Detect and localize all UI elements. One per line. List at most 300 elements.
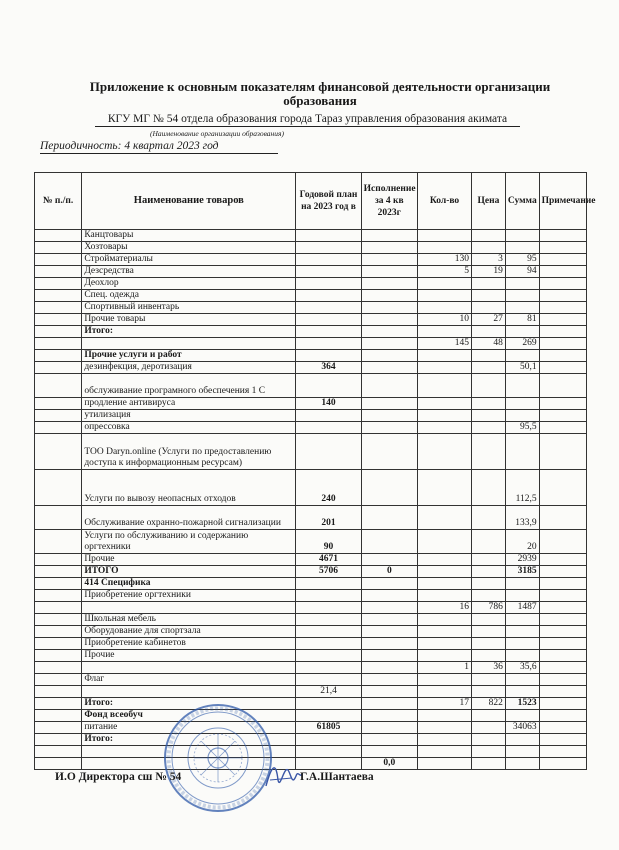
row-note-cell xyxy=(539,710,586,722)
table-row xyxy=(35,362,587,374)
row-quantity-cell xyxy=(417,758,471,770)
row-price-cell: 19 xyxy=(472,266,506,278)
table-row xyxy=(35,326,587,338)
row-quantity-cell xyxy=(417,302,471,314)
row-execution-cell xyxy=(361,650,417,662)
director-name: Г.А.Шантаева xyxy=(300,771,374,783)
row-name-cell: Приобретение оргтехники xyxy=(82,590,296,602)
row-sum-cell xyxy=(505,410,539,422)
row-note-cell xyxy=(539,470,586,506)
row-price-cell xyxy=(472,302,506,314)
row-execution-cell: 0 xyxy=(361,566,417,578)
row-plan-cell: 5706 xyxy=(296,566,361,578)
row-price-cell xyxy=(472,230,506,242)
row-name-cell: Прочие услуги и работ xyxy=(82,350,296,362)
table-row xyxy=(35,338,587,350)
row-number-cell xyxy=(35,530,82,554)
row-execution-cell xyxy=(361,242,417,254)
row-quantity-cell xyxy=(417,530,471,554)
row-plan-cell: 90 xyxy=(296,530,361,554)
table-row xyxy=(35,722,587,734)
row-number-cell xyxy=(35,314,82,326)
row-number-cell xyxy=(35,758,82,770)
table-row xyxy=(35,590,587,602)
signature xyxy=(262,756,304,796)
row-quantity-cell xyxy=(417,326,471,338)
row-note-cell xyxy=(539,758,586,770)
row-execution-cell xyxy=(361,350,417,362)
row-sum-cell: 2939 xyxy=(505,554,539,566)
row-sum-cell xyxy=(505,326,539,338)
document-title: Приложение к основным показателям финансовой деятельности организации образования xyxy=(89,79,551,108)
row-execution-cell xyxy=(361,254,417,266)
row-sum-cell xyxy=(505,434,539,470)
table-row xyxy=(35,602,587,614)
row-name-cell: обслуживание програмного обеспечения 1 С xyxy=(82,374,296,398)
row-quantity-cell: 1 xyxy=(417,662,471,674)
organization-name: КГУ МГ № 54 отдела образования города Тараз управления образования акимата xyxy=(95,113,520,127)
table-row xyxy=(35,350,587,362)
row-number-cell xyxy=(35,350,82,362)
row-sum-cell xyxy=(505,242,539,254)
row-quantity-cell xyxy=(417,410,471,422)
row-name-cell: Обслуживание охранно-пожарной сигнализации xyxy=(82,506,296,530)
row-quantity-cell xyxy=(417,434,471,470)
row-price-cell xyxy=(472,242,506,254)
row-plan-cell xyxy=(296,614,361,626)
row-quantity-cell xyxy=(417,674,471,686)
row-note-cell xyxy=(539,326,586,338)
row-price-cell xyxy=(472,554,506,566)
row-quantity-cell xyxy=(417,590,471,602)
row-plan-cell: 61805 xyxy=(296,722,361,734)
row-price-cell xyxy=(472,614,506,626)
row-plan-cell xyxy=(296,302,361,314)
row-note-cell xyxy=(539,506,586,530)
row-note-cell xyxy=(539,638,586,650)
row-note-cell xyxy=(539,566,586,578)
row-number-cell xyxy=(35,398,82,410)
row-name-cell: Спец. одежда xyxy=(82,290,296,302)
row-execution-cell xyxy=(361,638,417,650)
official-stamp xyxy=(162,702,274,814)
row-name-cell: Фонд всеобуч xyxy=(82,710,296,722)
row-plan-cell xyxy=(296,338,361,350)
row-number-cell xyxy=(35,254,82,266)
row-sum-cell xyxy=(505,686,539,698)
row-price-cell xyxy=(472,350,506,362)
row-number-cell xyxy=(35,578,82,590)
row-plan-cell xyxy=(296,434,361,470)
row-quantity-cell xyxy=(417,722,471,734)
row-sum-cell xyxy=(505,590,539,602)
row-sum-cell xyxy=(505,278,539,290)
table-row xyxy=(35,758,587,770)
table-row xyxy=(35,254,587,266)
row-name-cell: Прочие xyxy=(82,650,296,662)
row-sum-cell xyxy=(505,746,539,758)
row-quantity-cell xyxy=(417,746,471,758)
row-price-cell xyxy=(472,578,506,590)
row-sum-cell xyxy=(505,650,539,662)
row-sum-cell xyxy=(505,578,539,590)
col-plan-header: Годовой план на 2023 год в xyxy=(296,173,361,230)
row-plan-cell: 364 xyxy=(296,362,361,374)
row-execution-cell xyxy=(361,410,417,422)
row-number-cell xyxy=(35,566,82,578)
row-plan-cell: 4671 xyxy=(296,554,361,566)
row-price-cell xyxy=(472,638,506,650)
row-number-cell xyxy=(35,422,82,434)
table-row xyxy=(35,278,587,290)
row-number-cell xyxy=(35,266,82,278)
row-quantity-cell xyxy=(417,398,471,410)
row-note-cell xyxy=(539,650,586,662)
row-sum-cell xyxy=(505,734,539,746)
row-price-cell: 48 xyxy=(472,338,506,350)
row-plan-cell xyxy=(296,746,361,758)
row-sum-cell xyxy=(505,758,539,770)
row-sum-cell: 20 xyxy=(505,530,539,554)
table-row xyxy=(35,662,587,674)
row-sum-cell: 269 xyxy=(505,338,539,350)
row-plan-cell xyxy=(296,314,361,326)
row-note-cell xyxy=(539,266,586,278)
row-plan-cell xyxy=(296,350,361,362)
row-number-cell xyxy=(35,374,82,398)
organization-caption: (Наименование организации образования) xyxy=(150,129,284,138)
row-note-cell xyxy=(539,590,586,602)
col-name-header: Наименование товаров xyxy=(82,173,296,230)
row-number-cell xyxy=(35,638,82,650)
row-name-cell: Итого: xyxy=(82,326,296,338)
row-price-cell xyxy=(472,746,506,758)
row-number-cell xyxy=(35,650,82,662)
table-row xyxy=(35,398,587,410)
table-row xyxy=(35,674,587,686)
row-price-cell: 3 xyxy=(472,254,506,266)
table-row xyxy=(35,410,587,422)
row-price-cell xyxy=(472,626,506,638)
row-execution-cell xyxy=(361,338,417,350)
row-price-cell xyxy=(472,326,506,338)
row-note-cell xyxy=(539,350,586,362)
row-note-cell xyxy=(539,290,586,302)
table-row xyxy=(35,698,587,710)
row-number-cell xyxy=(35,554,82,566)
row-execution-cell xyxy=(361,734,417,746)
table-row xyxy=(35,290,587,302)
row-plan-cell xyxy=(296,278,361,290)
row-plan-cell: 21,4 xyxy=(296,686,361,698)
row-plan-cell xyxy=(296,410,361,422)
row-name-cell: Дезсредства xyxy=(82,266,296,278)
row-quantity-cell: 5 xyxy=(417,266,471,278)
row-quantity-cell xyxy=(417,650,471,662)
row-execution-cell xyxy=(361,722,417,734)
row-price-cell xyxy=(472,674,506,686)
row-name-cell xyxy=(82,602,296,614)
row-sum-cell: 133,9 xyxy=(505,506,539,530)
row-plan-cell xyxy=(296,242,361,254)
row-execution-cell xyxy=(361,698,417,710)
row-plan-cell xyxy=(296,266,361,278)
row-quantity-cell xyxy=(417,350,471,362)
table-body xyxy=(35,230,587,770)
table-row xyxy=(35,566,587,578)
table-row xyxy=(35,470,587,506)
row-quantity-cell xyxy=(417,566,471,578)
row-plan-cell: 240 xyxy=(296,470,361,506)
row-note-cell xyxy=(539,554,586,566)
row-number-cell xyxy=(35,686,82,698)
row-name-cell: Итого: xyxy=(82,698,296,710)
row-plan-cell xyxy=(296,734,361,746)
row-quantity-cell xyxy=(417,374,471,398)
row-sum-cell xyxy=(505,350,539,362)
row-execution-cell xyxy=(361,602,417,614)
row-note-cell xyxy=(539,734,586,746)
row-sum-cell: 94 xyxy=(505,266,539,278)
row-note-cell xyxy=(539,230,586,242)
row-number-cell xyxy=(35,290,82,302)
row-number-cell xyxy=(35,302,82,314)
row-note-cell xyxy=(539,674,586,686)
row-note-cell xyxy=(539,626,586,638)
row-plan-cell xyxy=(296,626,361,638)
table-row xyxy=(35,230,587,242)
row-plan-cell xyxy=(296,674,361,686)
row-plan-cell xyxy=(296,590,361,602)
row-sum-cell xyxy=(505,398,539,410)
row-execution-cell xyxy=(361,314,417,326)
row-sum-cell: 112,5 xyxy=(505,470,539,506)
row-plan-cell xyxy=(296,602,361,614)
row-name-cell: Хозтовары xyxy=(82,242,296,254)
row-plan-cell xyxy=(296,326,361,338)
row-plan-cell: 140 xyxy=(296,398,361,410)
table-row xyxy=(35,422,587,434)
row-price-cell: 786 xyxy=(472,602,506,614)
row-quantity-cell xyxy=(417,242,471,254)
row-number-cell xyxy=(35,230,82,242)
row-name-cell: Итого: xyxy=(82,734,296,746)
row-note-cell xyxy=(539,374,586,398)
table-row xyxy=(35,302,587,314)
row-sum-cell: 34063 xyxy=(505,722,539,734)
table-row xyxy=(35,710,587,722)
row-name-cell: опрессовка xyxy=(82,422,296,434)
table-row xyxy=(35,626,587,638)
period-line: Периодичность: 4 квартал 2023 год xyxy=(40,139,278,154)
row-execution-cell xyxy=(361,686,417,698)
row-note-cell xyxy=(539,578,586,590)
row-note-cell xyxy=(539,422,586,434)
row-quantity-cell xyxy=(417,638,471,650)
row-number-cell xyxy=(35,626,82,638)
table-row xyxy=(35,530,587,554)
table-row xyxy=(35,554,587,566)
row-sum-cell: 95 xyxy=(505,254,539,266)
row-price-cell xyxy=(472,710,506,722)
row-price-cell xyxy=(472,434,506,470)
row-execution-cell xyxy=(361,578,417,590)
table-row xyxy=(35,578,587,590)
row-number-cell xyxy=(35,602,82,614)
row-price-cell xyxy=(472,410,506,422)
row-number-cell xyxy=(35,362,82,374)
row-name-cell: Школьная мебель xyxy=(82,614,296,626)
row-price-cell: 27 xyxy=(472,314,506,326)
row-quantity-cell xyxy=(417,554,471,566)
row-execution-cell xyxy=(361,434,417,470)
table-row xyxy=(35,614,587,626)
row-sum-cell xyxy=(505,290,539,302)
row-sum-cell xyxy=(505,710,539,722)
row-note-cell xyxy=(539,254,586,266)
row-sum-cell xyxy=(505,374,539,398)
row-execution-cell xyxy=(361,278,417,290)
row-price-cell xyxy=(472,374,506,398)
row-quantity-cell xyxy=(417,422,471,434)
row-sum-cell xyxy=(505,302,539,314)
row-plan-cell xyxy=(296,710,361,722)
row-plan-cell xyxy=(296,758,361,770)
row-plan-cell xyxy=(296,638,361,650)
row-execution-cell xyxy=(361,506,417,530)
row-note-cell xyxy=(539,242,586,254)
row-execution-cell: 0,0 xyxy=(361,758,417,770)
row-sum-cell xyxy=(505,674,539,686)
row-price-cell xyxy=(472,290,506,302)
row-name-cell: Спортивный инвентарь xyxy=(82,302,296,314)
row-number-cell xyxy=(35,338,82,350)
row-number-cell xyxy=(35,674,82,686)
row-number-cell xyxy=(35,662,82,674)
row-name-cell: питание xyxy=(82,722,296,734)
row-execution-cell xyxy=(361,554,417,566)
row-price-cell xyxy=(472,758,506,770)
row-quantity-cell xyxy=(417,290,471,302)
row-number-cell xyxy=(35,470,82,506)
row-plan-cell xyxy=(296,698,361,710)
row-price-cell xyxy=(472,506,506,530)
col-execution-header: Исполнение за 4 кв 2023г xyxy=(361,173,417,230)
row-sum-cell xyxy=(505,614,539,626)
row-quantity-cell: 16 xyxy=(417,602,471,614)
row-note-cell xyxy=(539,722,586,734)
row-quantity-cell xyxy=(417,710,471,722)
row-price-cell xyxy=(472,278,506,290)
row-sum-cell xyxy=(505,626,539,638)
row-sum-cell xyxy=(505,638,539,650)
row-note-cell xyxy=(539,602,586,614)
row-price-cell xyxy=(472,470,506,506)
row-name-cell: дезинфекция, деротизация xyxy=(82,362,296,374)
row-name-cell: Услуги по вывозу неопасных отходов xyxy=(82,470,296,506)
row-note-cell xyxy=(539,338,586,350)
row-name-cell: Прочие товары xyxy=(82,314,296,326)
col-note-header: Примечание xyxy=(539,173,586,230)
table-row xyxy=(35,266,587,278)
row-name-cell xyxy=(82,686,296,698)
col-quantity-header: Кол-во xyxy=(417,173,471,230)
row-note-cell xyxy=(539,746,586,758)
row-execution-cell xyxy=(361,374,417,398)
row-note-cell xyxy=(539,362,586,374)
row-number-cell xyxy=(35,506,82,530)
row-plan-cell xyxy=(296,290,361,302)
row-number-cell xyxy=(35,746,82,758)
row-note-cell xyxy=(539,302,586,314)
row-number-cell xyxy=(35,698,82,710)
row-number-cell xyxy=(35,734,82,746)
row-sum-cell: 81 xyxy=(505,314,539,326)
row-execution-cell xyxy=(361,530,417,554)
row-number-cell xyxy=(35,722,82,734)
director-title: И.О Директора сш № 54 xyxy=(55,771,182,783)
row-note-cell xyxy=(539,410,586,422)
row-quantity-cell xyxy=(417,278,471,290)
row-execution-cell xyxy=(361,470,417,506)
row-note-cell xyxy=(539,662,586,674)
table-header-row xyxy=(35,173,587,230)
row-note-cell xyxy=(539,614,586,626)
row-name-cell: Прочие xyxy=(82,554,296,566)
row-number-cell xyxy=(35,434,82,470)
row-price-cell xyxy=(472,566,506,578)
row-name-cell: утилизация xyxy=(82,410,296,422)
row-sum-cell: 1523 xyxy=(505,698,539,710)
row-price-cell xyxy=(472,362,506,374)
row-plan-cell xyxy=(296,230,361,242)
row-price-cell xyxy=(472,398,506,410)
row-execution-cell xyxy=(361,422,417,434)
row-note-cell xyxy=(539,530,586,554)
row-quantity-cell xyxy=(417,686,471,698)
table-row xyxy=(35,686,587,698)
table-row xyxy=(35,374,587,398)
row-plan-cell xyxy=(296,374,361,398)
row-price-cell xyxy=(472,686,506,698)
table-row xyxy=(35,242,587,254)
row-execution-cell xyxy=(361,230,417,242)
row-name-cell: Приобретение кабинетов xyxy=(82,638,296,650)
row-number-cell xyxy=(35,710,82,722)
row-note-cell xyxy=(539,314,586,326)
row-execution-cell xyxy=(361,398,417,410)
row-price-cell xyxy=(472,530,506,554)
row-number-cell xyxy=(35,278,82,290)
row-sum-cell: 3185 xyxy=(505,566,539,578)
row-execution-cell xyxy=(361,626,417,638)
col-price-header: Цена xyxy=(472,173,506,230)
row-quantity-cell: 10 xyxy=(417,314,471,326)
row-name-cell: Канцтовары xyxy=(82,230,296,242)
table-row xyxy=(35,638,587,650)
row-quantity-cell xyxy=(417,578,471,590)
row-price-cell xyxy=(472,422,506,434)
row-name-cell xyxy=(82,338,296,350)
row-name-cell: Деохлор xyxy=(82,278,296,290)
row-sum-cell: 1487 xyxy=(505,602,539,614)
row-quantity-cell: 17 xyxy=(417,698,471,710)
row-plan-cell: 201 xyxy=(296,506,361,530)
row-name-cell: ТОО Daryn.online (Услуги по предоставлению доступа к информационным ресурсам) xyxy=(82,434,296,470)
row-note-cell xyxy=(539,686,586,698)
row-name-cell xyxy=(82,662,296,674)
row-execution-cell xyxy=(361,710,417,722)
